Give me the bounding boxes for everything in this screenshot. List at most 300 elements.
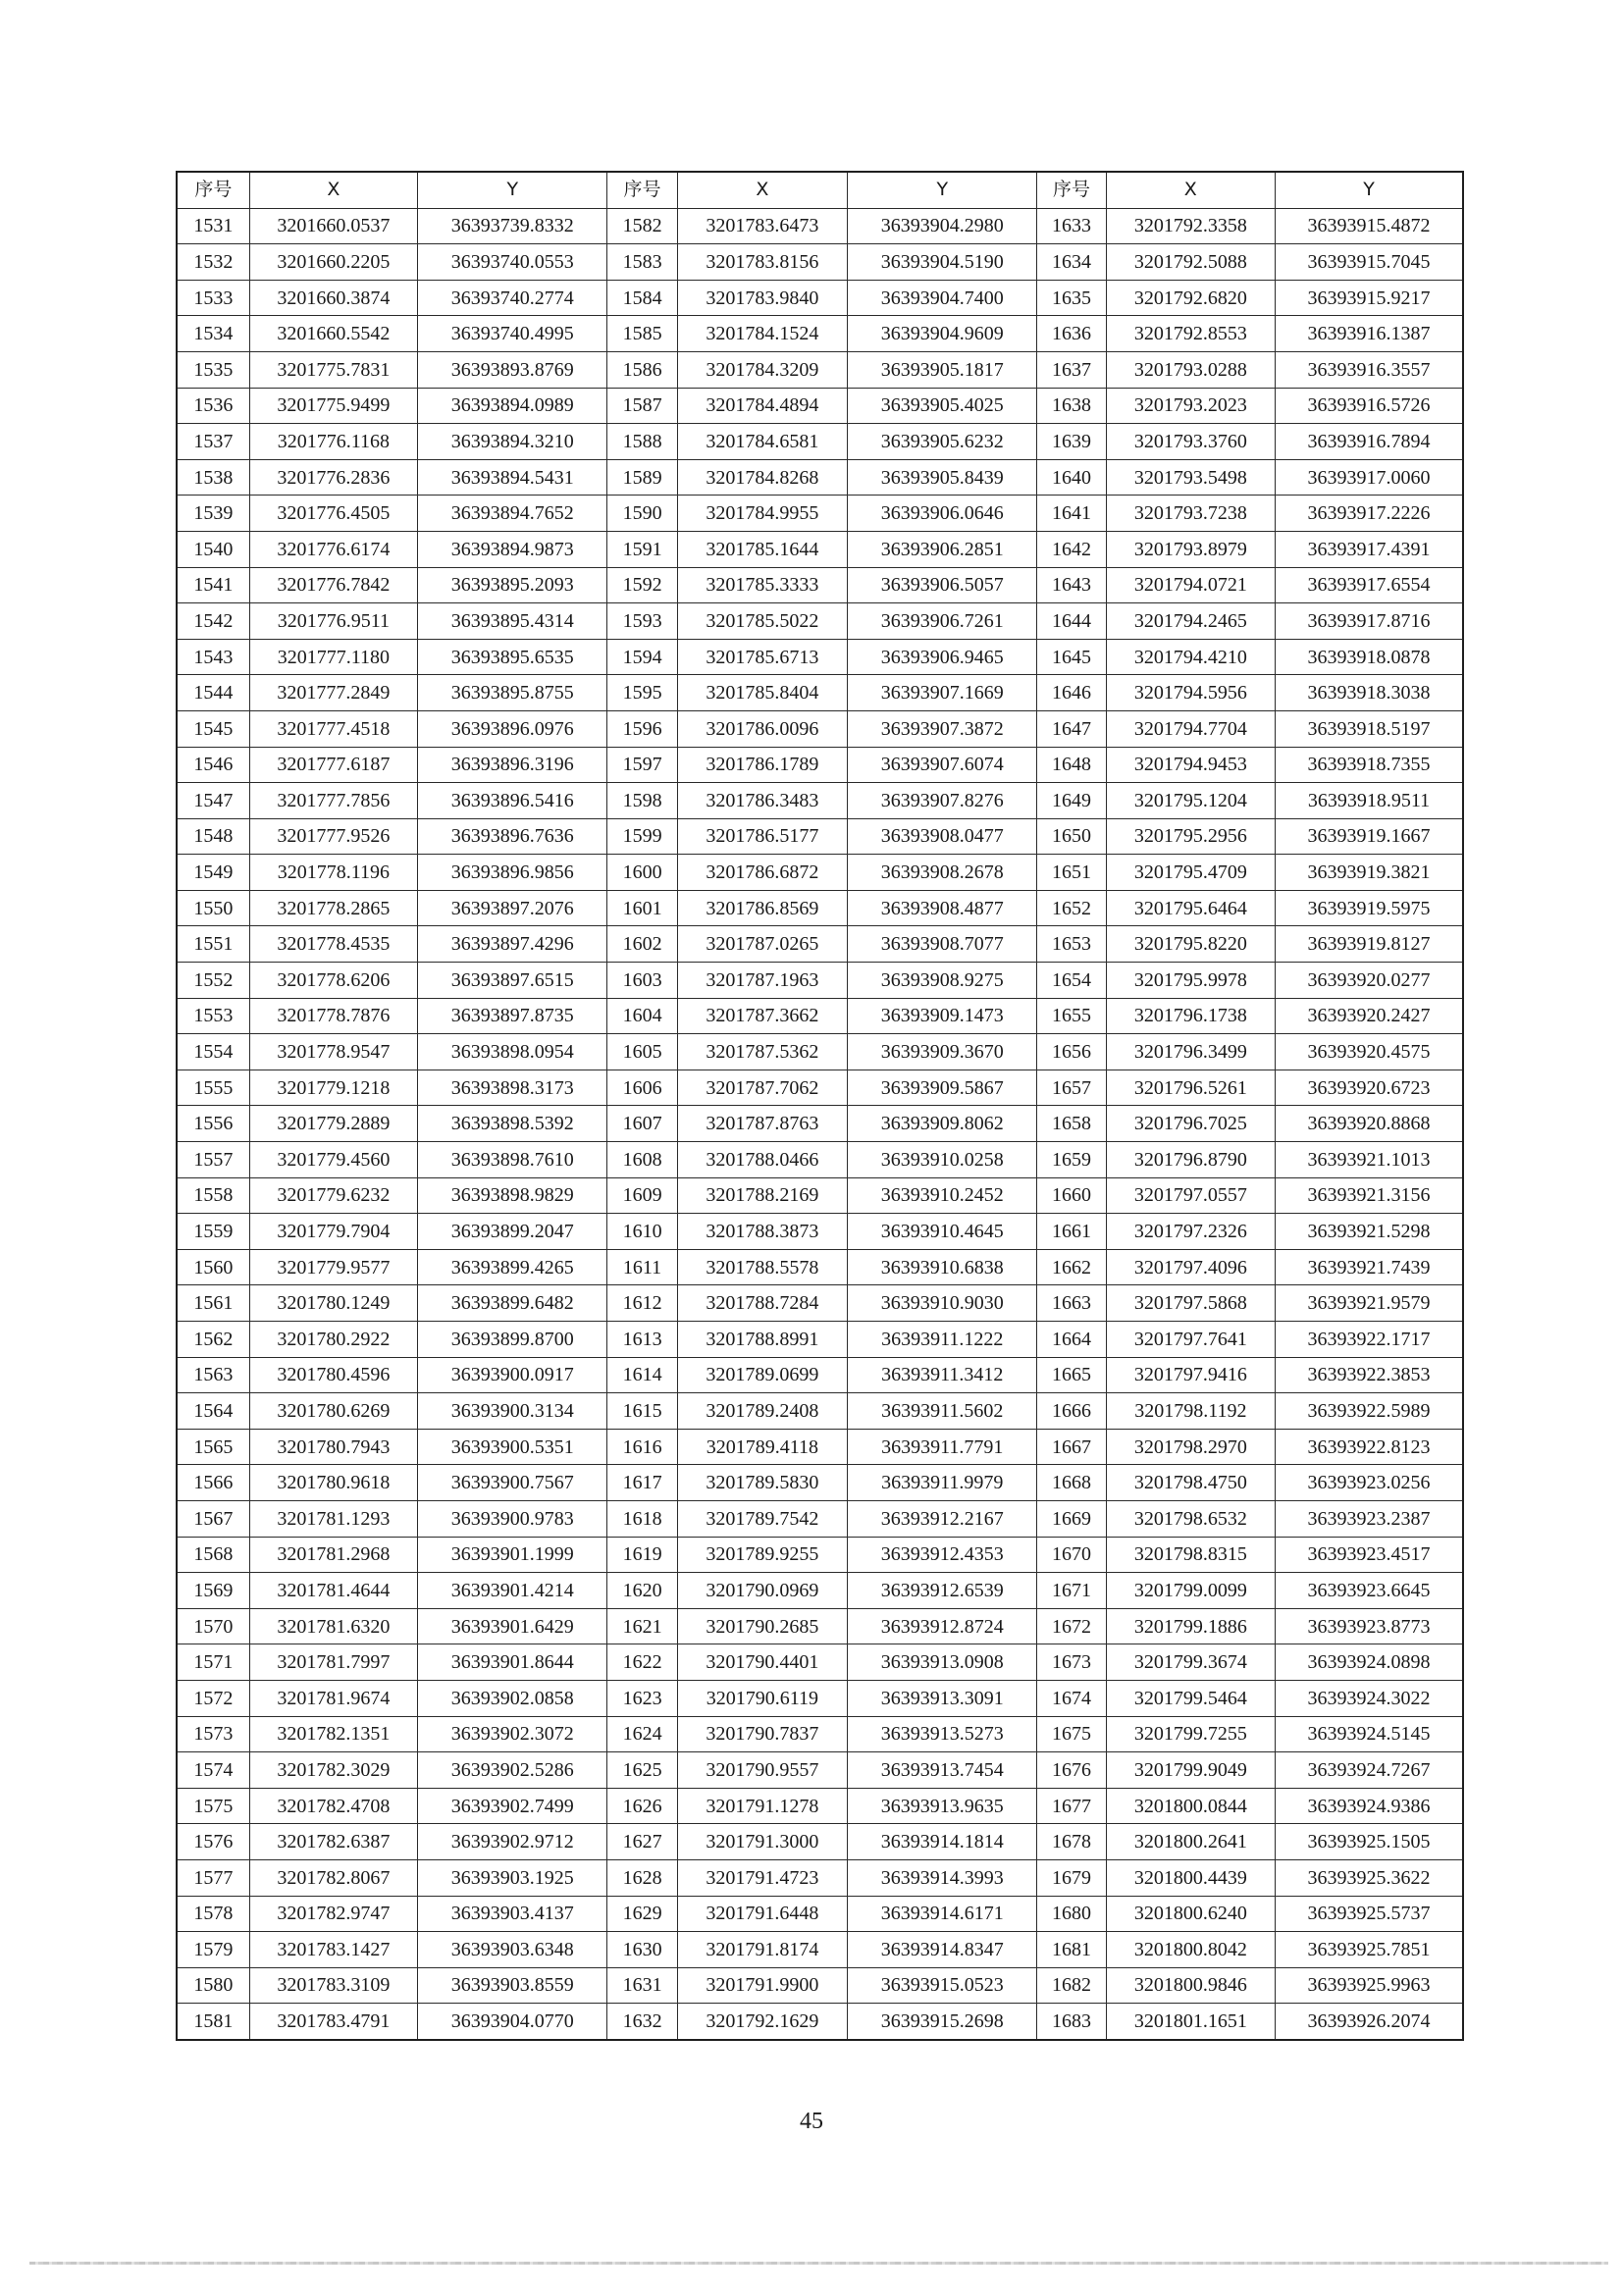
table-cell: 1674 [1037, 1680, 1106, 1716]
table-cell: 3201786.1789 [677, 747, 847, 783]
table-cell: 3201776.6174 [249, 531, 417, 567]
table-cell: 3201793.2023 [1106, 388, 1275, 424]
table-cell: 1541 [177, 567, 249, 603]
table-cell: 3201779.7904 [249, 1214, 417, 1250]
table-cell: 1671 [1037, 1573, 1106, 1609]
table-cell: 36393912.6539 [848, 1573, 1037, 1609]
table-cell: 1557 [177, 1142, 249, 1178]
table-cell: 1558 [177, 1177, 249, 1214]
table-cell: 3201781.2968 [249, 1537, 417, 1573]
table-cell: 36393902.7499 [418, 1788, 607, 1824]
table-cell: 1572 [177, 1680, 249, 1716]
table-cell: 36393895.4314 [418, 603, 607, 640]
table-cell: 1536 [177, 388, 249, 424]
column-header: Y [848, 172, 1037, 208]
table-cell: 1602 [607, 926, 677, 963]
table-cell: 1559 [177, 1214, 249, 1250]
table-cell: 3201797.0557 [1106, 1177, 1275, 1214]
table-row [177, 1788, 1463, 1824]
table-cell: 1618 [607, 1500, 677, 1537]
table-cell: 1600 [607, 855, 677, 891]
table-row [177, 1142, 1463, 1178]
table-cell: 36393923.4517 [1276, 1537, 1463, 1573]
table-cell: 1547 [177, 783, 249, 819]
table-cell: 3201795.4709 [1106, 855, 1275, 891]
table-cell: 3201782.1351 [249, 1716, 417, 1752]
table-row [177, 1896, 1463, 1932]
table-cell: 1623 [607, 1680, 677, 1716]
table-row [177, 890, 1463, 926]
table-cell: 3201794.7704 [1106, 710, 1275, 747]
table-cell: 36393895.8755 [418, 675, 607, 711]
table-cell: 3201776.2836 [249, 459, 417, 496]
table-cell: 3201784.6581 [677, 424, 847, 460]
table-cell: 36393905.6232 [848, 424, 1037, 460]
table-cell: 36393913.3091 [848, 1680, 1037, 1716]
table-cell: 1641 [1037, 496, 1106, 532]
table-cell: 3201779.4560 [249, 1142, 417, 1178]
table-cell: 3201797.2326 [1106, 1214, 1275, 1250]
table-cell: 3201783.8156 [677, 244, 847, 281]
table-cell: 3201782.4708 [249, 1788, 417, 1824]
table-cell: 3201783.3109 [249, 1967, 417, 2004]
table-cell: 1655 [1037, 998, 1106, 1034]
table-cell: 1583 [607, 244, 677, 281]
table-cell: 36393911.7791 [848, 1429, 1037, 1465]
table-cell: 36393900.5351 [418, 1429, 607, 1465]
table-cell: 1660 [1037, 1177, 1106, 1214]
table-cell: 3201780.9618 [249, 1465, 417, 1501]
table-cell: 3201787.5362 [677, 1034, 847, 1070]
table-cell: 1554 [177, 1034, 249, 1070]
table-cell: 3201781.1293 [249, 1500, 417, 1537]
table-cell: 36393916.1387 [1276, 316, 1463, 352]
table-row [177, 818, 1463, 855]
table-cell: 3201798.8315 [1106, 1537, 1275, 1573]
table-cell: 36393899.2047 [418, 1214, 607, 1250]
table-cell: 3201794.9453 [1106, 747, 1275, 783]
table-cell: 36393925.5737 [1276, 1896, 1463, 1932]
table-cell: 3201776.4505 [249, 496, 417, 532]
table-cell: 3201800.9846 [1106, 1967, 1275, 2004]
table-row [177, 567, 1463, 603]
table-cell: 1615 [607, 1393, 677, 1430]
table-cell: 36393911.3412 [848, 1357, 1037, 1393]
table-row [177, 1322, 1463, 1358]
table-cell: 1670 [1037, 1537, 1106, 1573]
table-cell: 1662 [1037, 1249, 1106, 1285]
table-cell: 1631 [607, 1967, 677, 2004]
table-cell: 1561 [177, 1285, 249, 1322]
table-cell: 1639 [1037, 424, 1106, 460]
table-cell: 3201791.6448 [677, 1896, 847, 1932]
table-cell: 3201782.9747 [249, 1896, 417, 1932]
table-row [177, 1824, 1463, 1860]
table-cell: 1555 [177, 1070, 249, 1106]
table-row [177, 1357, 1463, 1393]
table-cell: 1642 [1037, 531, 1106, 567]
table-cell: 36393917.8716 [1276, 603, 1463, 640]
table-cell: 36393902.0858 [418, 1680, 607, 1716]
table-cell: 3201795.8220 [1106, 926, 1275, 963]
column-header: X [249, 172, 417, 208]
table-cell: 36393902.3072 [418, 1716, 607, 1752]
table-row [177, 2004, 1463, 2040]
table-cell: 1622 [607, 1644, 677, 1681]
table-cell: 3201799.9049 [1106, 1752, 1275, 1789]
table-row [177, 926, 1463, 963]
table-cell: 3201797.5868 [1106, 1285, 1275, 1322]
table-cell: 3201777.4518 [249, 710, 417, 747]
table-cell: 36393917.2226 [1276, 496, 1463, 532]
table-cell: 36393900.3134 [418, 1393, 607, 1430]
table-cell: 36393897.4296 [418, 926, 607, 963]
table-cell: 36393913.9635 [848, 1788, 1037, 1824]
table-cell: 1567 [177, 1500, 249, 1537]
table-cell: 36393918.0878 [1276, 639, 1463, 675]
table-cell: 1571 [177, 1644, 249, 1681]
table-cell: 3201792.8553 [1106, 316, 1275, 352]
table-cell: 36393925.1505 [1276, 1824, 1463, 1860]
table-cell: 3201778.4535 [249, 926, 417, 963]
table-cell: 1582 [607, 208, 677, 244]
table-cell: 3201787.7062 [677, 1070, 847, 1106]
table-cell: 3201782.8067 [249, 1859, 417, 1896]
table-cell: 36393912.4353 [848, 1537, 1037, 1573]
table-cell: 3201799.7255 [1106, 1716, 1275, 1752]
table-cell: 36393901.8644 [418, 1644, 607, 1681]
table-cell: 1542 [177, 603, 249, 640]
table-cell: 36393900.7567 [418, 1465, 607, 1501]
table-cell: 1666 [1037, 1393, 1106, 1430]
table-cell: 1630 [607, 1932, 677, 1968]
table-body [177, 208, 1463, 2040]
table-cell: 3201784.8268 [677, 459, 847, 496]
table-cell: 1586 [607, 351, 677, 388]
table-cell: 1549 [177, 855, 249, 891]
table-cell: 1598 [607, 783, 677, 819]
table-cell: 3201790.6119 [677, 1680, 847, 1716]
scan-edge-line [29, 2262, 1608, 2265]
table-row [177, 675, 1463, 711]
table-cell: 1562 [177, 1322, 249, 1358]
table-cell: 36393921.9579 [1276, 1285, 1463, 1322]
table-cell: 36393912.8724 [848, 1608, 1037, 1644]
table-row [177, 351, 1463, 388]
table-cell: 3201791.8174 [677, 1932, 847, 1968]
table-cell: 36393903.8559 [418, 1967, 607, 2004]
table-cell: 3201777.1180 [249, 639, 417, 675]
table-cell: 3201790.0969 [677, 1573, 847, 1609]
table-cell: 3201787.1963 [677, 963, 847, 999]
table-cell: 36393922.8123 [1276, 1429, 1463, 1465]
table-cell: 36393924.0898 [1276, 1644, 1463, 1681]
table-cell: 36393925.9963 [1276, 1967, 1463, 2004]
table-cell: 3201799.1886 [1106, 1608, 1275, 1644]
table-cell: 36393906.7261 [848, 603, 1037, 640]
table-cell: 36393919.1667 [1276, 818, 1463, 855]
table-cell: 36393896.5416 [418, 783, 607, 819]
table-cell: 36393901.6429 [418, 1608, 607, 1644]
table-row [177, 1752, 1463, 1789]
table-cell: 3201786.8569 [677, 890, 847, 926]
table-cell: 36393900.0917 [418, 1357, 607, 1393]
table-cell: 3201780.6269 [249, 1393, 417, 1430]
column-header: X [677, 172, 847, 208]
table-cell: 1681 [1037, 1932, 1106, 1968]
table-cell: 3201781.7997 [249, 1644, 417, 1681]
table-cell: 3201796.5261 [1106, 1070, 1275, 1106]
table-cell: 3201799.5464 [1106, 1680, 1275, 1716]
table-cell: 36393921.7439 [1276, 1249, 1463, 1285]
table-cell: 36393905.8439 [848, 459, 1037, 496]
table-cell: 36393913.0908 [848, 1644, 1037, 1681]
table-cell: 36393899.8700 [418, 1322, 607, 1358]
table-cell: 1621 [607, 1608, 677, 1644]
table-cell: 36393910.2452 [848, 1177, 1037, 1214]
table-cell: 1646 [1037, 675, 1106, 711]
table-cell: 1661 [1037, 1214, 1106, 1250]
table-row [177, 963, 1463, 999]
table-cell: 1581 [177, 2004, 249, 2040]
table-cell: 1599 [607, 818, 677, 855]
table-cell: 3201782.6387 [249, 1824, 417, 1860]
table-cell: 1553 [177, 998, 249, 1034]
table-cell: 1596 [607, 710, 677, 747]
table-cell: 3201793.7238 [1106, 496, 1275, 532]
table-cell: 1592 [607, 567, 677, 603]
table-cell: 3201783.4791 [249, 2004, 417, 2040]
table-cell: 3201778.6206 [249, 963, 417, 999]
table-cell: 36393914.3993 [848, 1859, 1037, 1896]
table-cell: 36393925.7851 [1276, 1932, 1463, 1968]
table-cell: 1683 [1037, 2004, 1106, 2040]
table-cell: 3201660.0537 [249, 208, 417, 244]
table-row [177, 496, 1463, 532]
table-cell: 1617 [607, 1465, 677, 1501]
table-cell: 3201784.4894 [677, 388, 847, 424]
table-row [177, 1644, 1463, 1681]
table-row [177, 1932, 1463, 1968]
table-cell: 36393906.5057 [848, 567, 1037, 603]
table-cell: 36393920.4575 [1276, 1034, 1463, 1070]
table-cell: 3201800.8042 [1106, 1932, 1275, 1968]
table-cell: 3201780.1249 [249, 1285, 417, 1322]
table-cell: 1611 [607, 1249, 677, 1285]
table-cell: 3201789.7542 [677, 1500, 847, 1537]
table-cell: 1570 [177, 1608, 249, 1644]
table-cell: 36393901.1999 [418, 1537, 607, 1573]
table-row [177, 1680, 1463, 1716]
table-cell: 3201795.9978 [1106, 963, 1275, 999]
table-cell: 3201784.3209 [677, 351, 847, 388]
table-cell: 36393907.3872 [848, 710, 1037, 747]
table-cell: 36393914.1814 [848, 1824, 1037, 1860]
table-cell: 36393909.1473 [848, 998, 1037, 1034]
table-cell: 3201778.1196 [249, 855, 417, 891]
table-row [177, 855, 1463, 891]
table-cell: 3201781.9674 [249, 1680, 417, 1716]
coordinate-table [176, 171, 1464, 2041]
table-cell: 36393897.8735 [418, 998, 607, 1034]
table-cell: 1579 [177, 1932, 249, 1968]
table-cell: 3201776.1168 [249, 424, 417, 460]
table-cell: 3201778.7876 [249, 998, 417, 1034]
table-cell: 3201785.3333 [677, 567, 847, 603]
table-cell: 3201777.7856 [249, 783, 417, 819]
table-cell: 36393901.4214 [418, 1573, 607, 1609]
table-cell: 1664 [1037, 1322, 1106, 1358]
table-cell: 36393909.8062 [848, 1106, 1037, 1142]
table-row [177, 1393, 1463, 1430]
table-cell: 36393924.3022 [1276, 1680, 1463, 1716]
table-cell: 3201780.2922 [249, 1322, 417, 1358]
table-row [177, 459, 1463, 496]
table-cell: 1629 [607, 1896, 677, 1932]
table-cell: 36393906.9465 [848, 639, 1037, 675]
table-cell: 1594 [607, 639, 677, 675]
table-cell: 36393906.2851 [848, 531, 1037, 567]
table-cell: 1604 [607, 998, 677, 1034]
table-cell: 3201800.6240 [1106, 1896, 1275, 1932]
table-cell: 36393904.9609 [848, 316, 1037, 352]
table-cell: 1619 [607, 1537, 677, 1573]
table-cell: 3201785.8404 [677, 675, 847, 711]
table-cell: 36393910.6838 [848, 1249, 1037, 1285]
table-cell: 3201775.7831 [249, 351, 417, 388]
table-row [177, 280, 1463, 316]
table-cell: 3201778.9547 [249, 1034, 417, 1070]
table-cell: 36393895.6535 [418, 639, 607, 675]
table-cell: 36393905.1817 [848, 351, 1037, 388]
table-row [177, 1214, 1463, 1250]
table-cell: 3201790.7837 [677, 1716, 847, 1752]
table-cell: 3201792.6820 [1106, 280, 1275, 316]
table-cell: 36393907.1669 [848, 675, 1037, 711]
table-row [177, 1859, 1463, 1896]
table-cell: 3201796.8790 [1106, 1142, 1275, 1178]
table-cell: 3201783.9840 [677, 280, 847, 316]
table-cell: 3201786.6872 [677, 855, 847, 891]
table-cell: 3201796.7025 [1106, 1106, 1275, 1142]
table-row [177, 424, 1463, 460]
table-cell: 1534 [177, 316, 249, 352]
table-cell: 1626 [607, 1788, 677, 1824]
table-cell: 1587 [607, 388, 677, 424]
table-cell: 3201798.2970 [1106, 1429, 1275, 1465]
table-cell: 1605 [607, 1034, 677, 1070]
table-cell: 36393902.5286 [418, 1752, 607, 1789]
table-cell: 36393903.6348 [418, 1932, 607, 1968]
table-cell: 36393925.3622 [1276, 1859, 1463, 1896]
table-cell: 1565 [177, 1429, 249, 1465]
table-cell: 3201792.3358 [1106, 208, 1275, 244]
table-row [177, 1967, 1463, 2004]
table-cell: 1533 [177, 280, 249, 316]
table-cell: 1551 [177, 926, 249, 963]
table-cell: 36393898.9829 [418, 1177, 607, 1214]
table-cell: 1632 [607, 2004, 677, 2040]
table-cell: 1682 [1037, 1967, 1106, 2004]
table-cell: 36393910.0258 [848, 1142, 1037, 1178]
column-header: Y [418, 172, 607, 208]
table-cell: 3201787.8763 [677, 1106, 847, 1142]
table-cell: 1640 [1037, 459, 1106, 496]
table-cell: 1616 [607, 1429, 677, 1465]
table-cell: 36393908.4877 [848, 890, 1037, 926]
table-cell: 1669 [1037, 1500, 1106, 1537]
table-cell: 1610 [607, 1214, 677, 1250]
table-cell: 1677 [1037, 1788, 1106, 1824]
table-cell: 1590 [607, 496, 677, 532]
table-cell: 36393922.1717 [1276, 1322, 1463, 1358]
table-cell: 1672 [1037, 1608, 1106, 1644]
table-cell: 3201795.1204 [1106, 783, 1275, 819]
table-cell: 3201775.9499 [249, 388, 417, 424]
table-cell: 1568 [177, 1537, 249, 1573]
table-cell: 36393907.6074 [848, 747, 1037, 783]
table-cell: 1550 [177, 890, 249, 926]
table-cell: 36393924.7267 [1276, 1752, 1463, 1789]
table-row [177, 1537, 1463, 1573]
table-cell: 3201790.4401 [677, 1644, 847, 1681]
table-cell: 36393894.0989 [418, 388, 607, 424]
table-row [177, 1608, 1463, 1644]
column-header: 序号 [607, 172, 677, 208]
table-cell: 36393739.8332 [418, 208, 607, 244]
table-cell: 1668 [1037, 1465, 1106, 1501]
table-row [177, 1106, 1463, 1142]
table-cell: 1566 [177, 1465, 249, 1501]
table-cell: 3201795.6464 [1106, 890, 1275, 926]
table-cell: 36393909.5867 [848, 1070, 1037, 1106]
table-cell: 1546 [177, 747, 249, 783]
table-cell: 1585 [607, 316, 677, 352]
table-cell: 36393908.7077 [848, 926, 1037, 963]
table-cell: 3201783.1427 [249, 1932, 417, 1968]
table-cell: 3201781.6320 [249, 1608, 417, 1644]
table-cell: 36393898.0954 [418, 1034, 607, 1070]
table-cell: 36393897.2076 [418, 890, 607, 926]
table-cell: 1544 [177, 675, 249, 711]
table-row [177, 1070, 1463, 1106]
table-cell: 36393916.7894 [1276, 424, 1463, 460]
table-cell: 1634 [1037, 244, 1106, 281]
table-cell: 1577 [177, 1859, 249, 1896]
table-cell: 1603 [607, 963, 677, 999]
table-cell: 3201777.9526 [249, 818, 417, 855]
table-row [177, 1285, 1463, 1322]
table-cell: 3201660.2205 [249, 244, 417, 281]
table-cell: 36393919.5975 [1276, 890, 1463, 926]
table-cell: 36393920.0277 [1276, 963, 1463, 999]
table-cell: 36393923.0256 [1276, 1465, 1463, 1501]
table-cell: 3201788.7284 [677, 1285, 847, 1322]
table-cell: 1678 [1037, 1824, 1106, 1860]
table-cell: 3201788.8991 [677, 1322, 847, 1358]
table-cell: 1540 [177, 531, 249, 567]
table-cell: 36393895.2093 [418, 567, 607, 603]
table-cell: 3201799.0099 [1106, 1573, 1275, 1609]
table-cell: 3201791.4723 [677, 1859, 847, 1896]
table-cell: 36393919.3821 [1276, 855, 1463, 891]
table-cell: 3201786.0096 [677, 710, 847, 747]
table-cell: 1545 [177, 710, 249, 747]
table-cell: 3201801.1651 [1106, 2004, 1275, 2040]
table-cell: 3201776.9511 [249, 603, 417, 640]
table-cell: 3201800.0844 [1106, 1788, 1275, 1824]
table-cell: 36393917.0060 [1276, 459, 1463, 496]
